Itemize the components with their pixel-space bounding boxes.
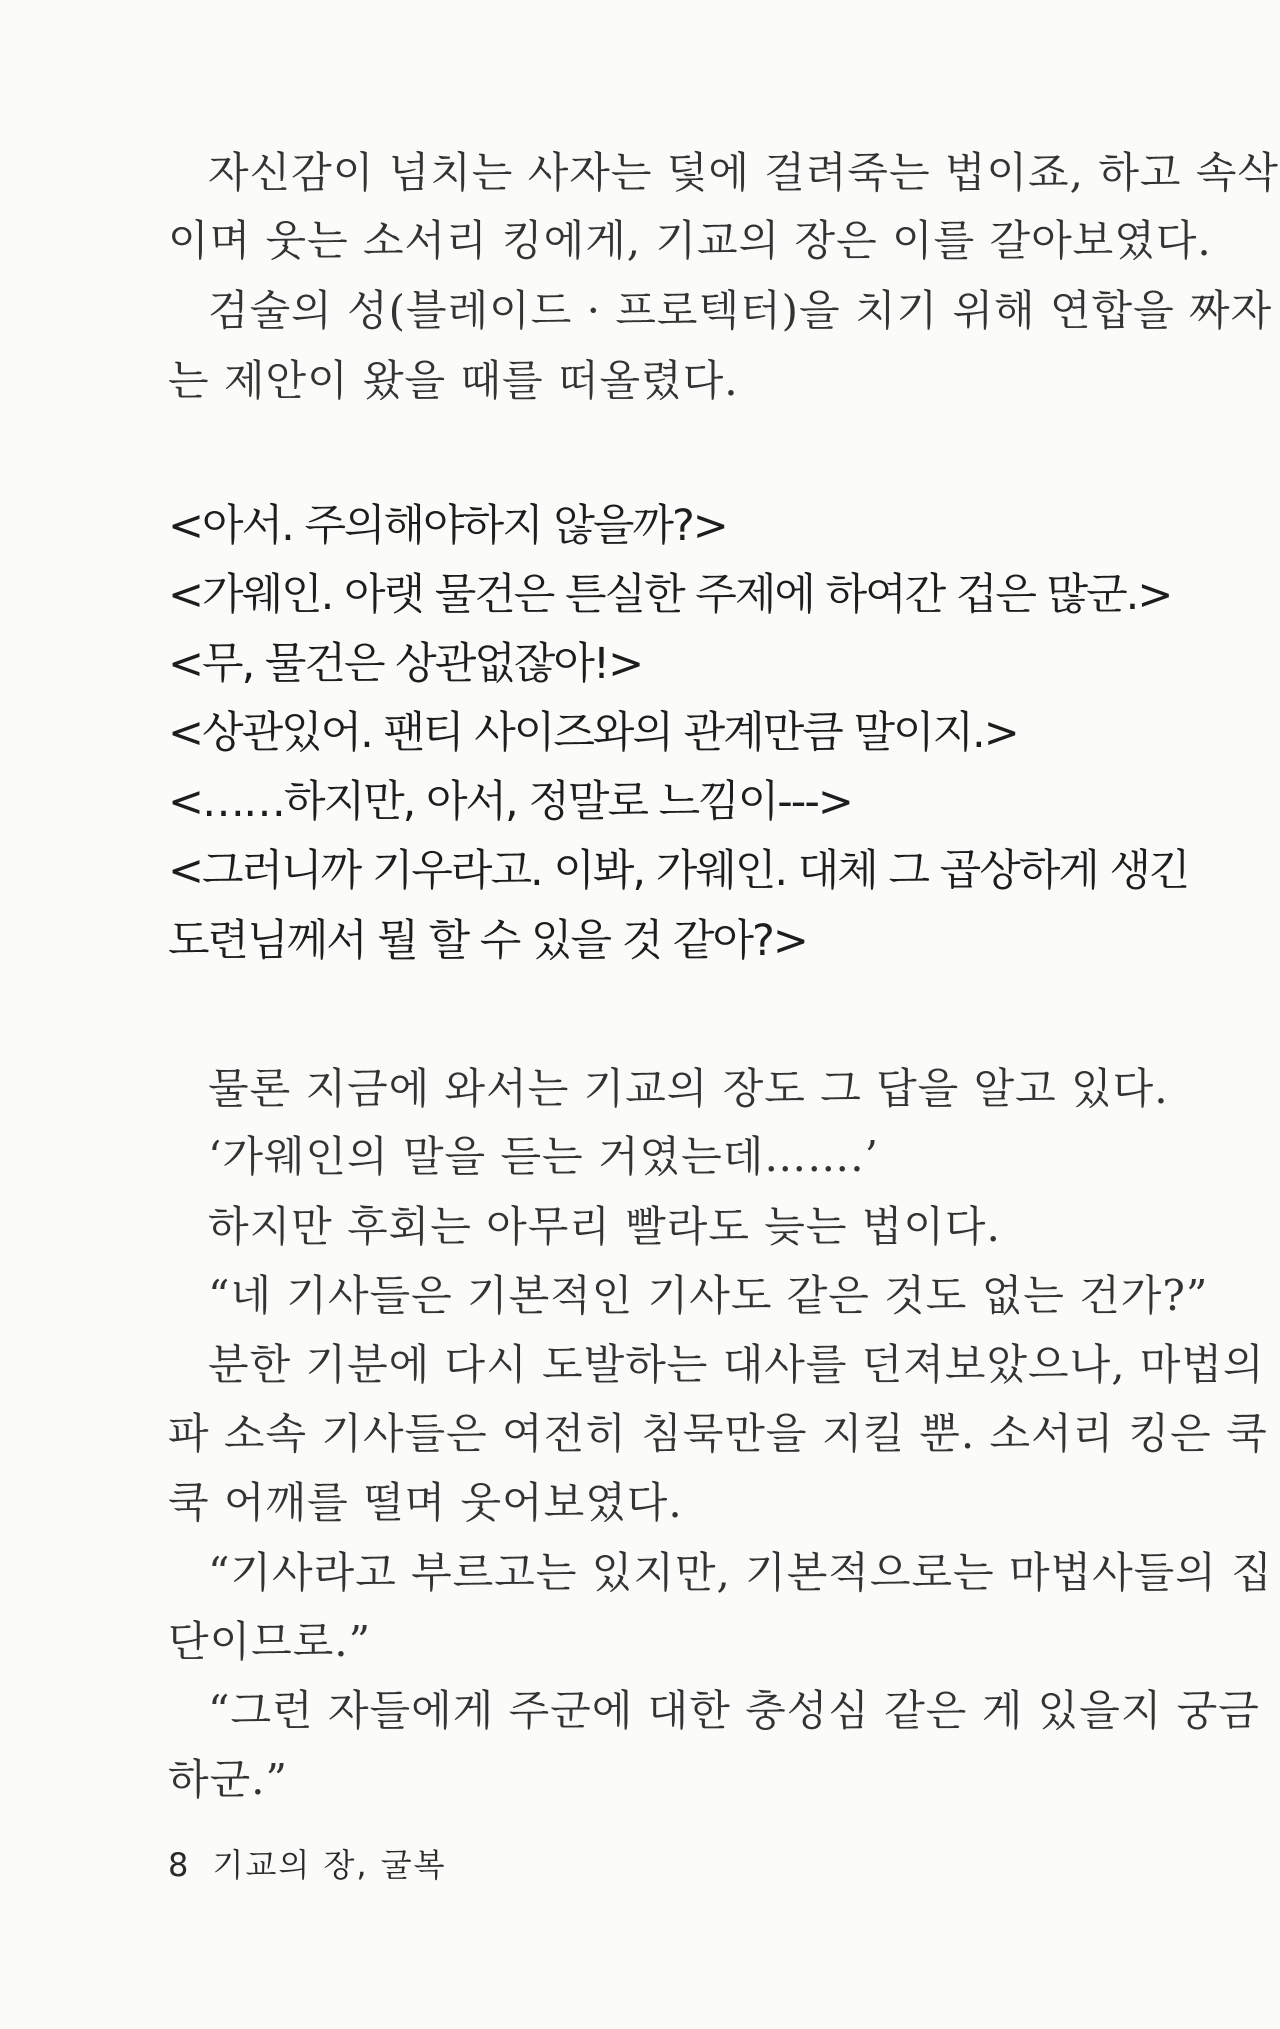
- dialogue-line: <무, 물건은 상관없잖아!>: [168, 639, 643, 689]
- text-line: 하군.”: [168, 1755, 288, 1804]
- text-line: 는 제안이 왔을 때를 떠올렸다.: [168, 356, 739, 405]
- text-line: 쿡 어깨를 떨며 웃어보였다.: [168, 1478, 683, 1527]
- dialogue-line: <상관있어. 팬티 사이즈와의 관계만큼 말이지.>: [168, 708, 1018, 758]
- dialogue-line: 도련님께서 뭘 할 수 있을 것 같아?>: [168, 916, 807, 966]
- text-line: 검술의 성(블레이드 · 프로텍터)을 치기 위해 연합을 짜자: [208, 286, 1273, 335]
- page-footer: [168, 1840, 447, 1886]
- text-line: “기사라고 부르고는 있지만, 기본적으로는 마법사들의 집: [208, 1548, 1273, 1597]
- page-number: 8: [168, 1846, 191, 1884]
- text-line: 분한 기분에 다시 도발하는 대사를 던져보았으나, 마법의: [208, 1340, 1265, 1389]
- text-line: 파 소속 기사들은 여전히 침묵만을 지킬 뿐. 소서리 킹은 쿡: [168, 1409, 1268, 1458]
- text-line: “그런 자들에게 주군에 대한 충성심 같은 게 있을지 궁금: [208, 1686, 1260, 1735]
- running-title: 기교의 장, 굴복: [212, 1846, 447, 1884]
- dialogue-line: <가웨인. 아랫 물건은 튼실한 주제에 하여간 겁은 많군.>: [168, 570, 1172, 620]
- text-line: 이며 웃는 소서리 킹에게, 기교의 장은 이를 갈아보였다.: [168, 216, 1212, 265]
- text-line: 물론 지금에 와서는 기교의 장도 그 답을 알고 있다.: [208, 1064, 1169, 1113]
- text-line: 하지만 후회는 아무리 빨라도 늦는 법이다.: [208, 1202, 1001, 1251]
- dialogue-line: <아서. 주의해야하지 않을까?>: [168, 501, 727, 551]
- dialogue-line: <……하지만, 아서, 정말로 느낌이--->: [168, 777, 852, 827]
- text-line: 단이므로.”: [168, 1617, 372, 1666]
- text-line: ‘가웨인의 말을 듣는 거였는데…….’: [208, 1132, 879, 1181]
- dialogue-line: <그러니까 기우라고. 이봐, 가웨인. 대체 그 곱상하게 생긴: [168, 846, 1189, 896]
- text-line: 자신감이 넘치는 사자는 덫에 걸려죽는 법이죠, 하고 속삭: [208, 148, 1279, 197]
- text-line: “네 기사들은 기본적인 기사도 같은 것도 없는 건가?”: [208, 1271, 1209, 1320]
